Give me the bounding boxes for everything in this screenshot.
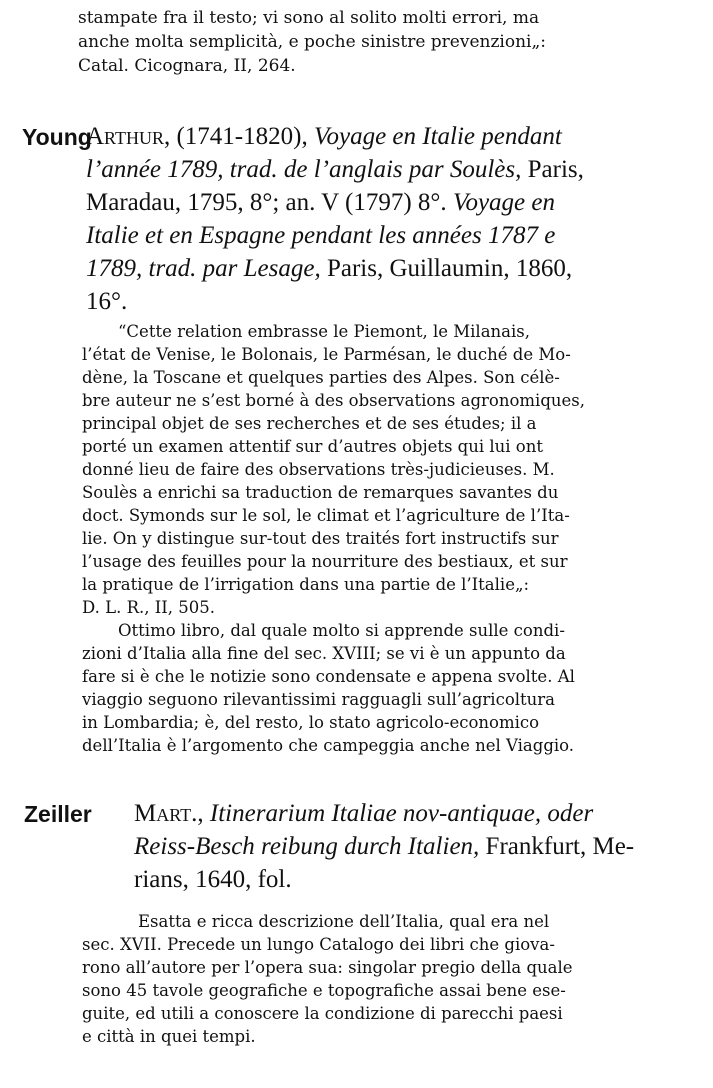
- note-line: l’état de Venise, le Bolonais, le Parmésan, le duché de Mo-: [82, 345, 571, 364]
- quote-line: Catal. Cicognara, II, 264.: [78, 56, 296, 76]
- citation-segment: , (1741-1820),: [163, 123, 314, 150]
- note-line: zioni d’Italia alla fine del sec. XVIII; se vi è un appunto da: [82, 644, 566, 663]
- citation-line: [86, 153, 691, 186]
- note-line: dell’Italia è l’argomento che campeggia anche nel Viaggio.: [82, 736, 575, 755]
- citation-segment: Itinerarium Italiae nov-antiquae, oder: [209, 800, 594, 827]
- citation-segment: Arthur: [86, 123, 164, 150]
- citation-segment: Voyage en: [452, 189, 555, 216]
- citation-line: [86, 252, 691, 285]
- note-line: l’usage des feuilles pour la nourriture des bestiaux, et sur: [82, 552, 568, 571]
- citation-segment: Paris, Guillaumin, 1860,: [320, 255, 573, 282]
- citation-line: [86, 186, 691, 219]
- note-line: in Lombardia; è, del resto, lo stato agricolo-economico: [82, 713, 540, 732]
- note-line: e città in quei tempi.: [82, 1027, 256, 1046]
- note-line: bre auteur ne s’est borné à des observations agronomiques,: [82, 391, 586, 410]
- citation-segment: l’année 1789, trad. de l’anglais par Soulès,: [86, 156, 522, 183]
- note-line: doct. Symonds sur le sol, le climat et l’agriculture de l’Ita-: [82, 506, 570, 525]
- entry-zeiller-note: [82, 910, 690, 1048]
- note-line: viaggio seguono rilevantissimi ragguagli sull’agricoltura: [82, 690, 556, 709]
- citation-segment: 1789, trad. par Lesage,: [86, 255, 321, 282]
- citation-line: [134, 863, 691, 896]
- note-line: sec. XVII. Precede un lungo Catalogo dei libri che giova-: [82, 935, 555, 954]
- note-line: sono 45 tavole geografiche e topografiche assai bene ese-: [82, 981, 566, 1000]
- note-line: rono all’autore per l’opera sua: singolar pregio della quale: [82, 958, 573, 977]
- note-line: Soulès a enrichi sa traduction de remarques savantes du: [82, 483, 559, 502]
- citation-line: [86, 219, 691, 252]
- note-line: principal objet de ses recherches et de ses études; il a: [82, 414, 537, 433]
- citation-line: [134, 797, 691, 830]
- note-line: fare si è che le notizie sono condensate e appena svolte. Al: [82, 667, 575, 686]
- note-line: porté un examen attentif sur d’autres objets qui lui ont: [82, 437, 544, 456]
- entry-young-note: [82, 320, 690, 757]
- citation-segment: Voyage en Italie pendant: [313, 123, 562, 150]
- citation-segment: Frankfurt, Me-: [479, 833, 635, 860]
- note-line: dène, la Toscane et quelques parties des Alpes. Son célè-: [82, 368, 560, 387]
- note-line: lie. On y distingue sur-tout des traités fort instructifs sur: [82, 529, 559, 548]
- citation-segment: ,: [197, 800, 210, 827]
- entry-young-citation: [86, 120, 691, 318]
- citation-line: [134, 830, 691, 863]
- citation-line: [86, 285, 691, 318]
- citation-segment: Paris,: [521, 156, 584, 183]
- top-quote: [78, 6, 688, 78]
- citation-segment: Italie et en Espagne pendant les années 1787 e: [86, 222, 556, 249]
- citation-segment: 16°.: [86, 288, 128, 315]
- note-line: Esatta e ricca descrizione dell’Italia, qual era nel: [138, 912, 550, 931]
- citation-segment: rians, 1640, fol.: [134, 866, 292, 893]
- citation-segment: Mart.: [134, 800, 198, 827]
- note-line: Ottimo libro, dal quale molto si apprende sulle condi-: [118, 621, 565, 640]
- citation-segment: Maradau, 1795, 8°; an. V (1797) 8°.: [86, 189, 453, 216]
- entry-name-young: Young: [22, 124, 92, 150]
- note-line: la pratique de l’irrigation dans una partie de l’Italie„:: [82, 575, 530, 594]
- note-line: donné lieu de faire des observations très-judicieuses. M.: [82, 460, 555, 479]
- entry-zeiller-citation: [134, 797, 691, 896]
- note-line: guite, ed utili a conoscere la condizione di parecchi paesi: [82, 1004, 563, 1023]
- citation-line: [86, 120, 691, 153]
- quote-line: anche molta semplicità, e poche sinistre prevenzioni„:: [78, 32, 547, 52]
- note-line: D. L. R., II, 505.: [82, 598, 215, 617]
- entry-name-zeiller: Zeiller: [24, 801, 92, 827]
- quote-line: stampate fra il testo; vi sono al solito molti errori, ma: [78, 8, 540, 28]
- citation-segment: Reiss-Besch reibung durch Italien,: [134, 833, 480, 860]
- note-line: “Cette relation embrasse le Piemont, le Milanais,: [118, 322, 531, 341]
